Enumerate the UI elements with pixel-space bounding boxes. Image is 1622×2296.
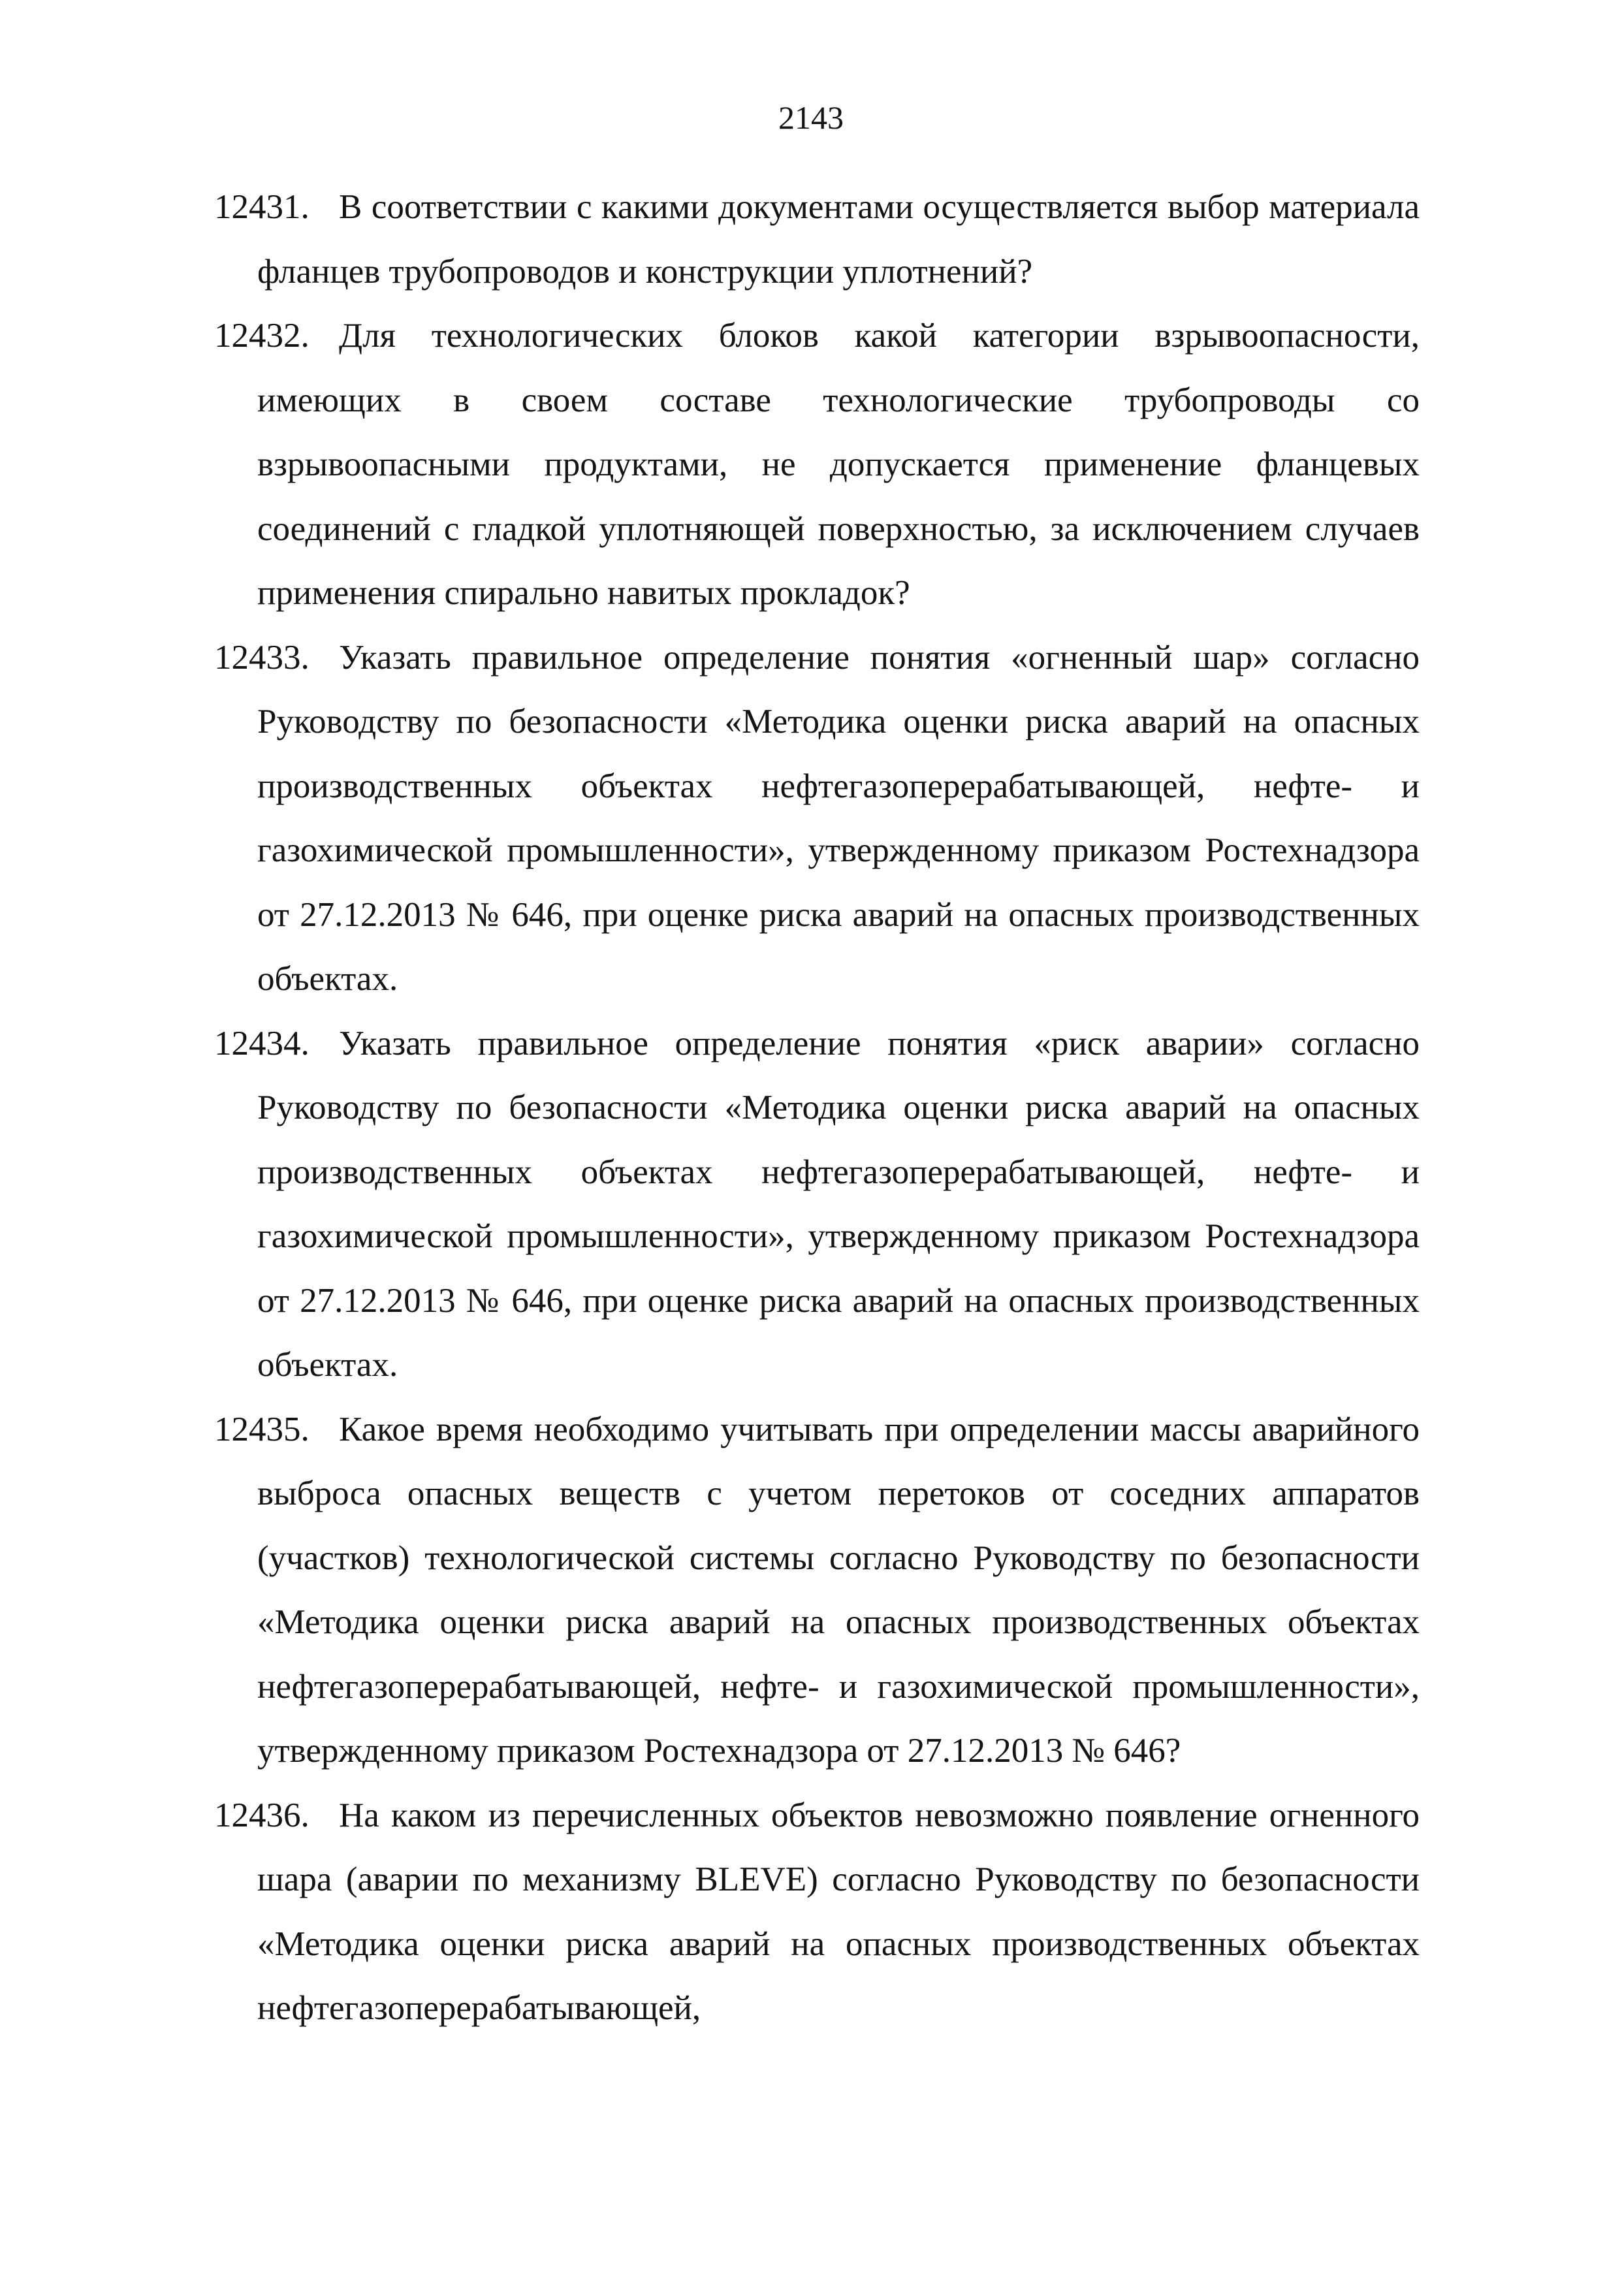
question-text: Для технологических блоков какой категории взрывоопасности, имеющих в своем составе технологические трубопроводы со взрывоопасными продуктами, не допускается применение фланцевых соединений с гладкой уплотняющей поверхностью, за исключением случаев применения спирально навитых прокладок? [257,317,1420,612]
question-item [214,1783,1420,2041]
question-number: 12436. [214,1796,310,1834]
question-number: 12434. [214,1024,310,1062]
question-item [214,1012,1420,1397]
question-text: Указать правильное определение понятия «огненный шар» согласно Руководству по безопасности «Методика оценки риска аварий на опасных производственных объектах нефтегазоперерабатывающей, нефте- и газохимической промышленности», утвержденному приказом Ростехнадзора от 27.12.2013 № 646, при оценке риска аварий на опасных производственных объектах. [257,638,1420,998]
question-text: На каком из перечисленных объектов невозможно появление огненного шара (аварии по механизму BLEVE) согласно Руководству по безопасности «Методика оценки риска аварий на опасных производственных объектах нефтегазоперерабатывающей, [257,1796,1420,2027]
question-number: 12431. [214,188,310,226]
question-item [214,304,1420,626]
question-item [214,626,1420,1012]
page-number: 2143 [778,99,844,136]
question-item [214,1397,1420,1783]
question-text: Указать правильное определение понятия «риск аварии» согласно Руководству по безопасности «Методика оценки риска аварий на опасных производственных объектах нефтегазоперерабатывающей, нефте- и газохимической промышленности», утвержденному приказом Ростехнадзора от 27.12.2013 № 646, при оценке риска аварий на опасных производственных объектах. [257,1024,1420,1384]
question-text: Какое время необходимо учитывать при определении массы аварийного выброса опасных веществ с учетом перетоков от соседних аппаратов (участков) технологической системы согласно Руководству по безопасности «Методика оценки риска аварий на опасных производственных объектах нефтегазоперерабатывающей, нефте- и газохимической промышленности», утвержденному приказом Ростехнадзора от 27.12.2013 № 646? [257,1410,1420,1770]
question-list [214,175,1420,2041]
question-item [214,175,1420,304]
question-number: 12435. [214,1410,310,1448]
question-number: 12433. [214,638,310,677]
question-text: В соответствии с какими документами осуществляется выбор материала фланцев трубопроводов и конструкции уплотнений? [257,188,1420,291]
question-number: 12432. [214,317,310,355]
